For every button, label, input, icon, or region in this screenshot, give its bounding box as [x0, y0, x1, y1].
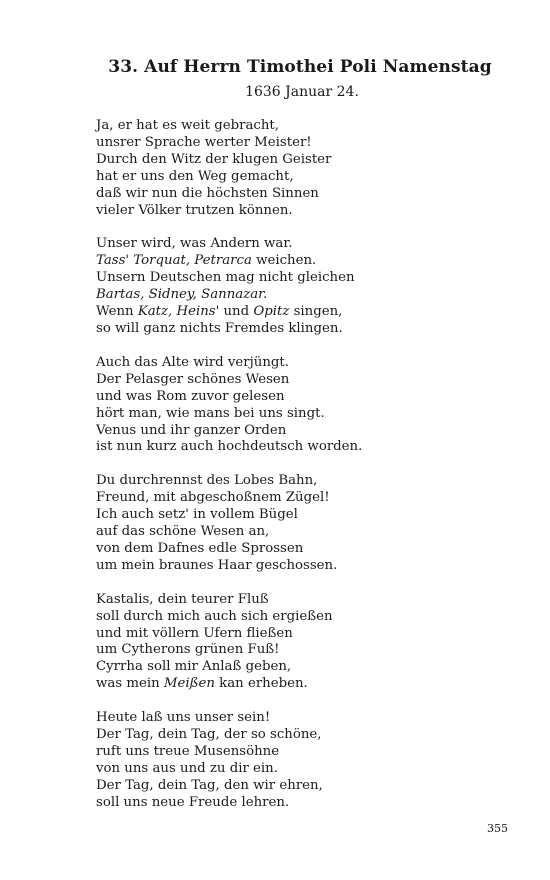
verse-line: [96, 473, 536, 490]
verse-segment: was mein: [96, 676, 164, 692]
verse-segment: weichen.: [251, 253, 317, 269]
verse-segment: Cyrrha soll mir Anlaß geben,: [96, 659, 292, 675]
verse-segment-italic: Bartas, Sidney, Sannazar.: [96, 287, 268, 303]
verse-segment: hat er uns den Weg gemacht,: [96, 168, 294, 184]
verse-segment: Ich auch setz' in vollem Bügel: [96, 507, 298, 523]
verse-segment: und mit völlern Ufern fließen: [96, 625, 293, 641]
verse-line: [96, 186, 536, 203]
verse-line: [96, 287, 536, 304]
verse-line: [96, 372, 536, 389]
verse-segment: von dem Dafnes edle Sprossen: [96, 540, 304, 556]
verse-segment: ist nun kurz auch hochdeutsch worden.: [96, 439, 363, 455]
verse-line: [96, 727, 536, 744]
verse-segment: hört man, wie mans bei uns singt.: [96, 405, 325, 421]
stanza: [96, 473, 536, 574]
verse-segment: Unser wird, was Andern war.: [96, 236, 293, 252]
stanza: [96, 592, 536, 693]
verse-line: [96, 439, 536, 456]
stanza: [96, 355, 536, 456]
verse-segment: und was Rom zuvor gelesen: [96, 388, 285, 404]
verse-segment: kan erheben.: [214, 676, 308, 692]
verse-line: [96, 507, 536, 524]
verse-line: [96, 321, 536, 338]
verse-segment: Heute laß uns unser sein!: [96, 710, 271, 726]
verse-segment: um mein braunes Haar geschossen.: [96, 557, 338, 573]
verse-line: [96, 152, 536, 169]
verse-line: [96, 389, 536, 406]
verse-line: [96, 778, 536, 795]
verse-segment: und: [219, 304, 254, 320]
verse-segment: Der Tag, dein Tag, den wir ehren,: [96, 777, 323, 793]
page-number: 355: [487, 822, 508, 835]
verse-segment: Venus und ihr ganzer Orden: [96, 422, 287, 438]
verse-line: [96, 609, 536, 626]
verse-segment: ruft uns treue Musensöhne: [96, 744, 280, 759]
verse-segment: unsrer Sprache werter Meister!: [96, 134, 312, 150]
verse-segment: Ja, er hat es weit gebracht,: [96, 118, 279, 133]
verse-segment: Auch das Alte wird verjüngt.: [96, 354, 289, 370]
verse-line: [96, 304, 536, 321]
verse-line: [96, 524, 536, 541]
verse-segment: Wenn: [96, 304, 138, 320]
poem-title: 33. Auf Herrn Timothei Poli Namenstag: [108, 57, 492, 77]
verse-segment: so will ganz nichts Fremdes klingen.: [96, 320, 343, 336]
verse-line: [96, 541, 536, 558]
verse-line: [96, 423, 536, 440]
verse-line: [96, 626, 536, 643]
stanza: [96, 236, 536, 337]
verse-line: [96, 169, 536, 186]
verse-line: [96, 592, 536, 609]
verse-line: [96, 406, 536, 423]
verse-segment: Der Tag, dein Tag, der so schöne,: [96, 727, 322, 743]
poem-body: [96, 118, 536, 829]
verse-line: [96, 135, 536, 152]
stanza: [96, 710, 536, 811]
verse-segment: vieler Völker trutzen können.: [96, 202, 293, 218]
verse-segment: soll durch mich auch sich ergießen: [96, 608, 333, 624]
verse-line: [96, 118, 536, 135]
verse-segment-italic: Opitz: [253, 304, 290, 320]
verse-segment: Durch den Witz der klugen Geister: [96, 151, 332, 167]
verse-segment: soll uns neue Freude lehren.: [96, 794, 290, 810]
verse-line: [96, 355, 536, 372]
verse-segment: singen,: [289, 304, 343, 320]
verse-segment: Unsern Deutschen mag nicht gleichen: [96, 270, 355, 286]
verse-segment: Kastalis, dein teurer Fluß: [96, 591, 269, 607]
verse-segment: Freund, mit abgeschoßnem Zügel!: [96, 490, 330, 506]
verse-line: [96, 659, 536, 676]
verse-segment: von uns aus und zu dir ein.: [96, 760, 278, 776]
verse-segment: um Cytherons grünen Fuß!: [96, 642, 280, 658]
verse-line: [96, 558, 536, 575]
verse-segment-italic: Tass' Torquat, Petrarca: [96, 253, 252, 269]
poem-date: 1636 Januar 24.: [245, 84, 359, 100]
verse-segment: Der Pelasger schönes Wesen: [96, 371, 290, 387]
verse-line: [96, 642, 536, 659]
verse-line: [96, 744, 536, 761]
verse-line: [96, 253, 536, 270]
verse-segment: daß wir nun die höchsten Sinnen: [96, 185, 319, 201]
verse-segment: Du durchrennst des Lobes Bahn,: [96, 473, 318, 489]
verse-segment: auf das schöne Wesen an,: [96, 524, 270, 540]
verse-line: [96, 203, 536, 220]
verse-line: [96, 490, 536, 507]
verse-segment-italic: Meißen: [163, 676, 215, 692]
verse-line: [96, 710, 536, 727]
verse-line: [96, 270, 536, 287]
verse-segment-italic: Katz, Heins': [137, 304, 220, 320]
verse-line: [96, 761, 536, 778]
verse-line: [96, 795, 536, 812]
verse-line: [96, 236, 536, 253]
stanza: [96, 118, 536, 219]
verse-line: [96, 676, 536, 693]
